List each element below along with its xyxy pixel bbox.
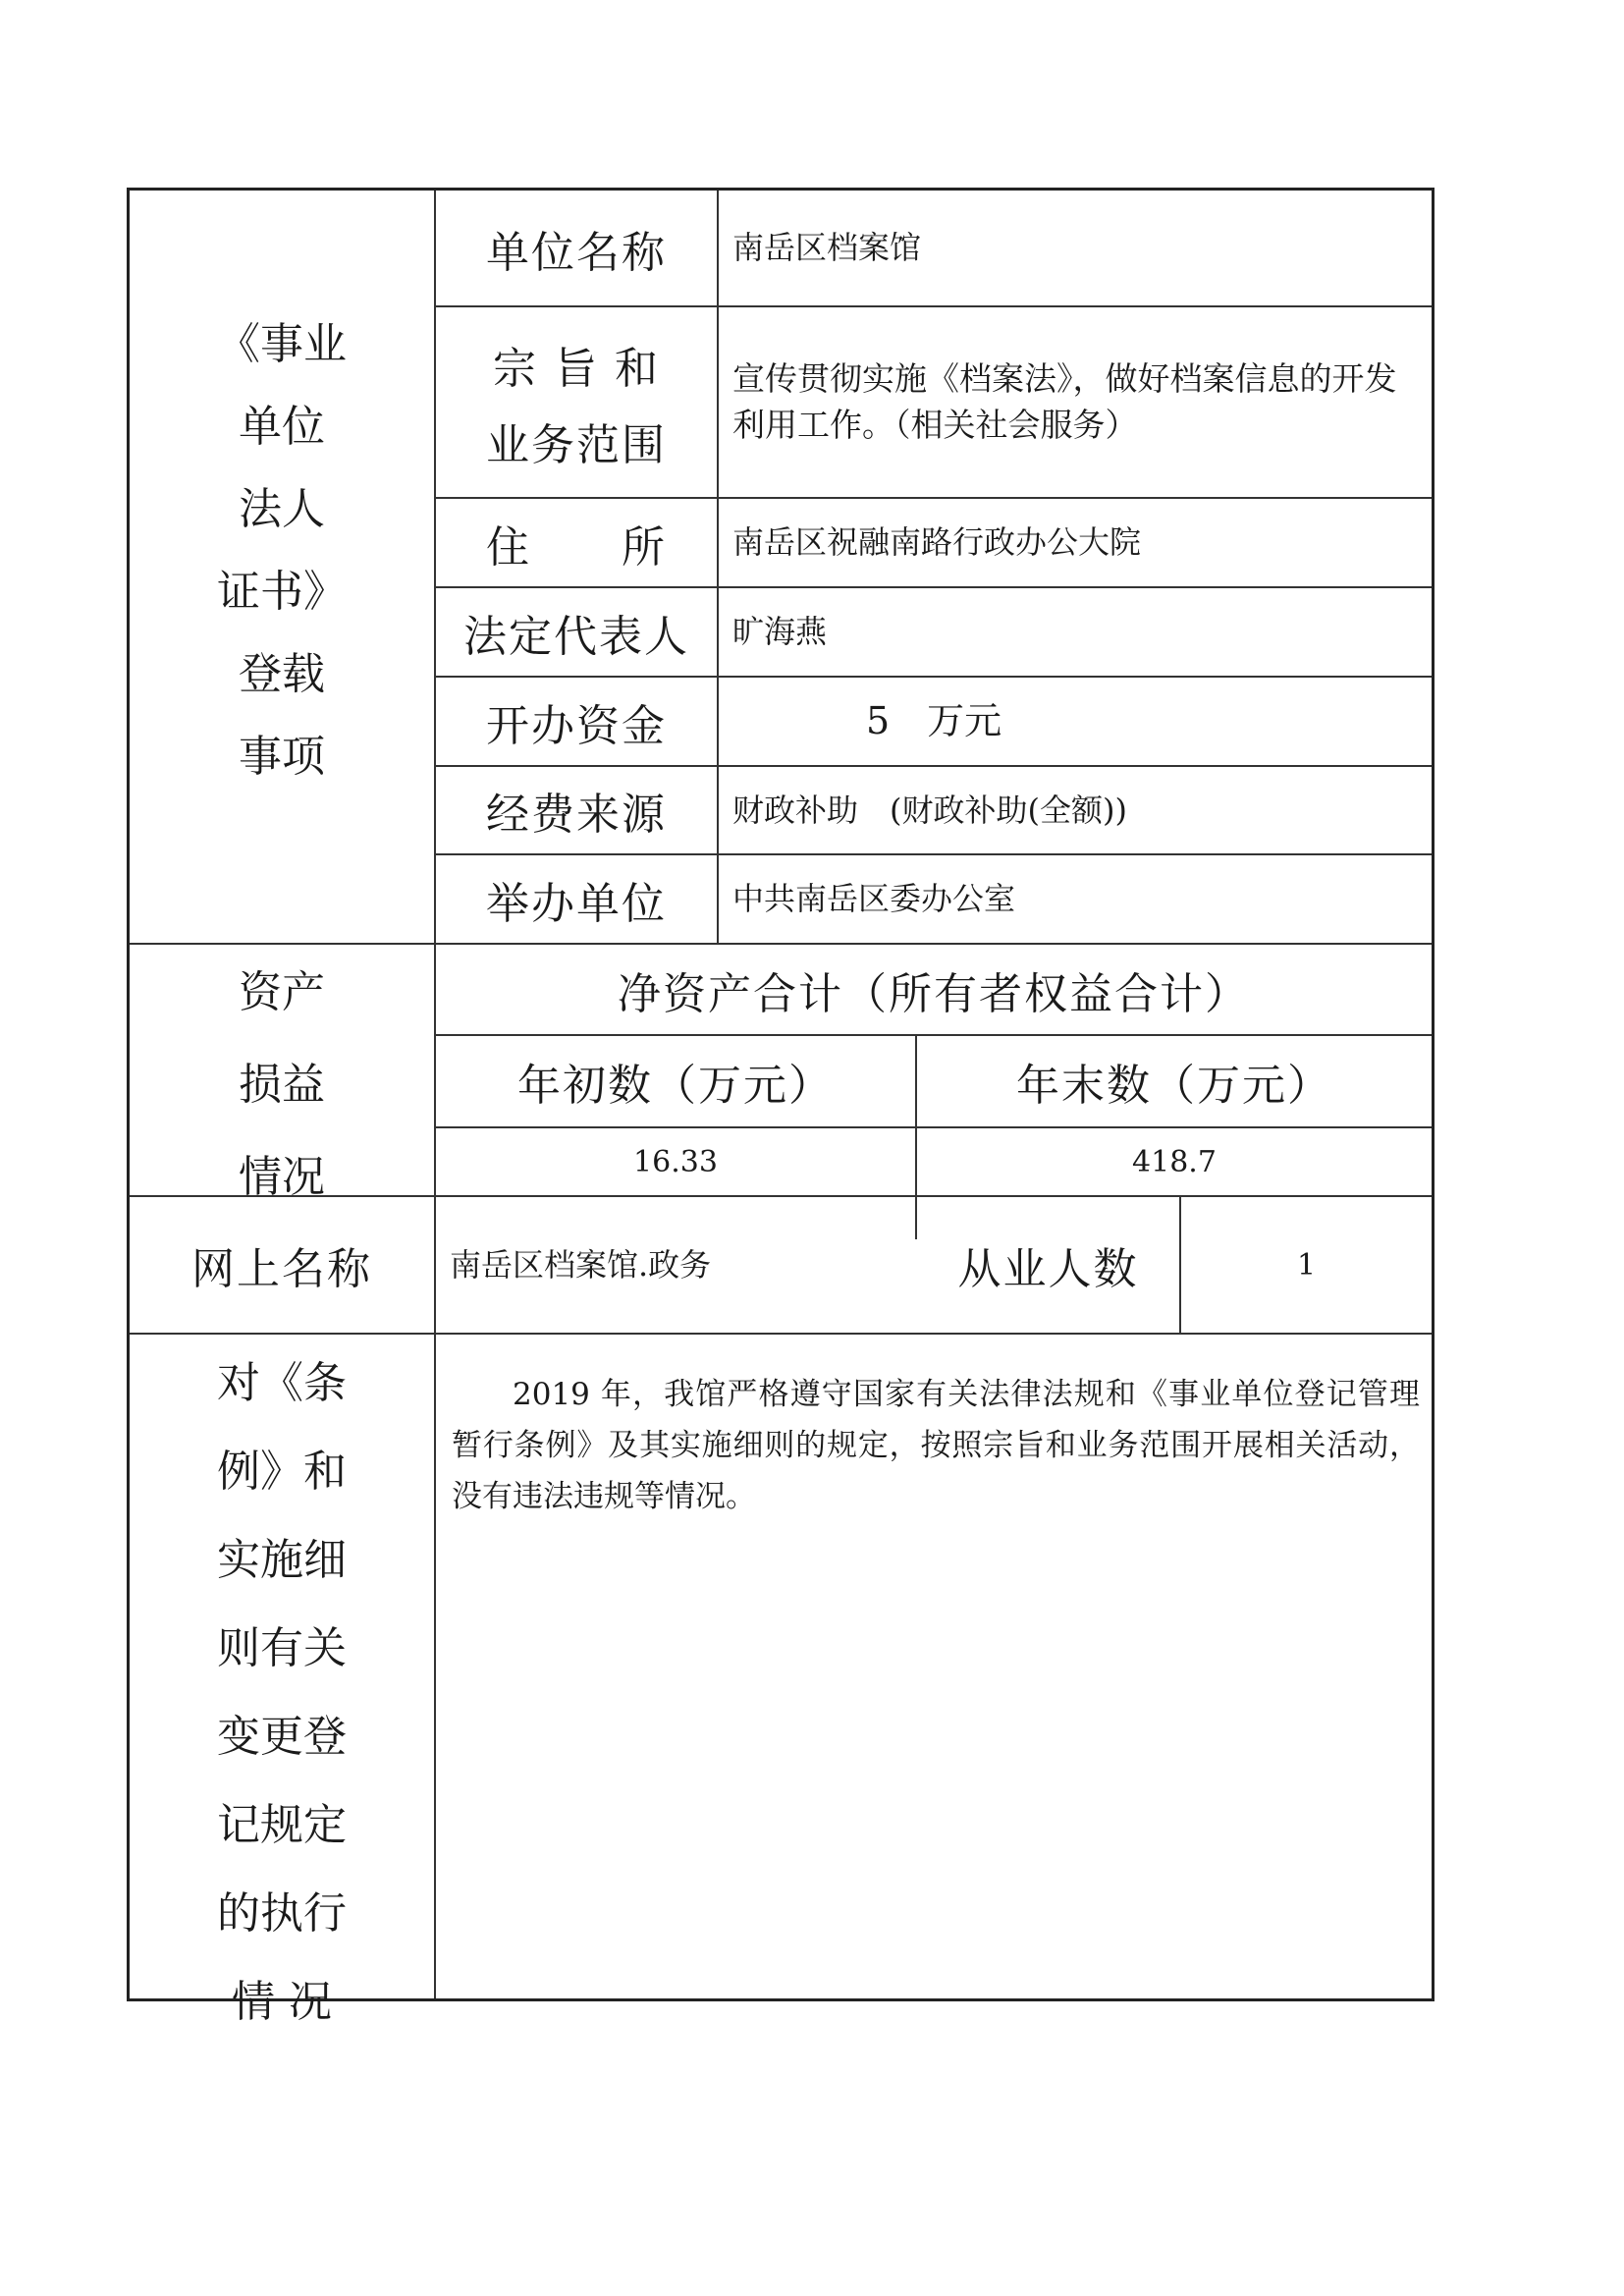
unit-name-label: 单位名称 (486, 227, 667, 278)
purpose-label (436, 307, 717, 497)
registration-table (127, 188, 1435, 2027)
assets-label-line: 资产 (239, 967, 325, 1017)
address-value: 南岳区祝融南路行政办公大院 (732, 523, 1142, 562)
legal-rep-value: 旷海燕 (732, 613, 828, 651)
reg-label-line: 事项 (239, 732, 325, 782)
begin-amount-label: 年初数（万元） (517, 1061, 834, 1111)
purpose-label-line2: 业务范围 (486, 419, 667, 470)
online-name-value: 南岳区档案馆.政务 (450, 1245, 712, 1284)
staff-count-label: 从业人数 (957, 1244, 1139, 1294)
funding-label: 经费来源 (486, 790, 667, 840)
assets-label-line: 情况 (239, 1152, 325, 1202)
begin-amount-value: 16.33 (633, 1144, 718, 1179)
registration-items-label (130, 308, 434, 784)
unit-name-value: 南岳区档案馆 (732, 229, 922, 267)
compliance-label (130, 1347, 434, 2029)
capital-label: 开办资金 (486, 700, 667, 751)
reg-label-line: 证书》 (217, 567, 347, 617)
compliance-text: 2019 年，我馆严格遵守国家有关法律法规和《事业单位登记管理暂行条例》及其实施细则的规定，按照宗旨和业务范围开展相关活动，没有违法违规等情况。 (452, 1377, 1420, 1514)
purpose-label-line1: 宗 旨 和 (493, 343, 660, 394)
capital-value: 5 万元 (866, 698, 1002, 742)
sponsor-value: 中共南岳区委办公室 (732, 880, 1016, 918)
staff-count-value: 1 (1296, 1247, 1317, 1283)
purpose-value: 宣传贯彻实施《档案法》，做好档案信息的开发利用工作。（相关社会服务） (732, 359, 1397, 444)
compliance-label-line: 的执行 (217, 1888, 347, 1939)
funding-value: 财政补助 (财政补助(全额)) (732, 791, 1127, 829)
end-amount-label: 年末数（万元） (1016, 1061, 1332, 1111)
end-amount-value: 418.7 (1132, 1144, 1217, 1179)
reg-label-line: 单位 (239, 402, 325, 452)
compliance-label-line: 记规定 (217, 1800, 347, 1850)
reg-label-line: 《事业 (217, 319, 347, 369)
compliance-label-line: 则有关 (217, 1623, 347, 1673)
compliance-label-line: 实施细 (217, 1535, 347, 1585)
online-name-label: 网上名称 (191, 1244, 372, 1294)
compliance-label-line: 情 况 (232, 1977, 332, 2027)
compliance-label-line: 对《条 (217, 1358, 347, 1408)
assets-label (130, 957, 434, 1204)
sponsor-label: 举办单位 (486, 878, 667, 929)
legal-rep-label: 法定代表人 (463, 611, 689, 662)
compliance-label-line: 例》和 (217, 1447, 347, 1497)
net-assets-header: 净资产合计（所有者权益合计） (618, 968, 1250, 1019)
reg-label-line: 法人 (239, 484, 325, 534)
compliance-label-line: 变更登 (217, 1712, 347, 1762)
assets-label-line: 损益 (239, 1060, 325, 1110)
address-label: 住 所 (486, 521, 667, 573)
row-line-11 (130, 1333, 1432, 1335)
reg-label-line: 登载 (239, 649, 325, 699)
